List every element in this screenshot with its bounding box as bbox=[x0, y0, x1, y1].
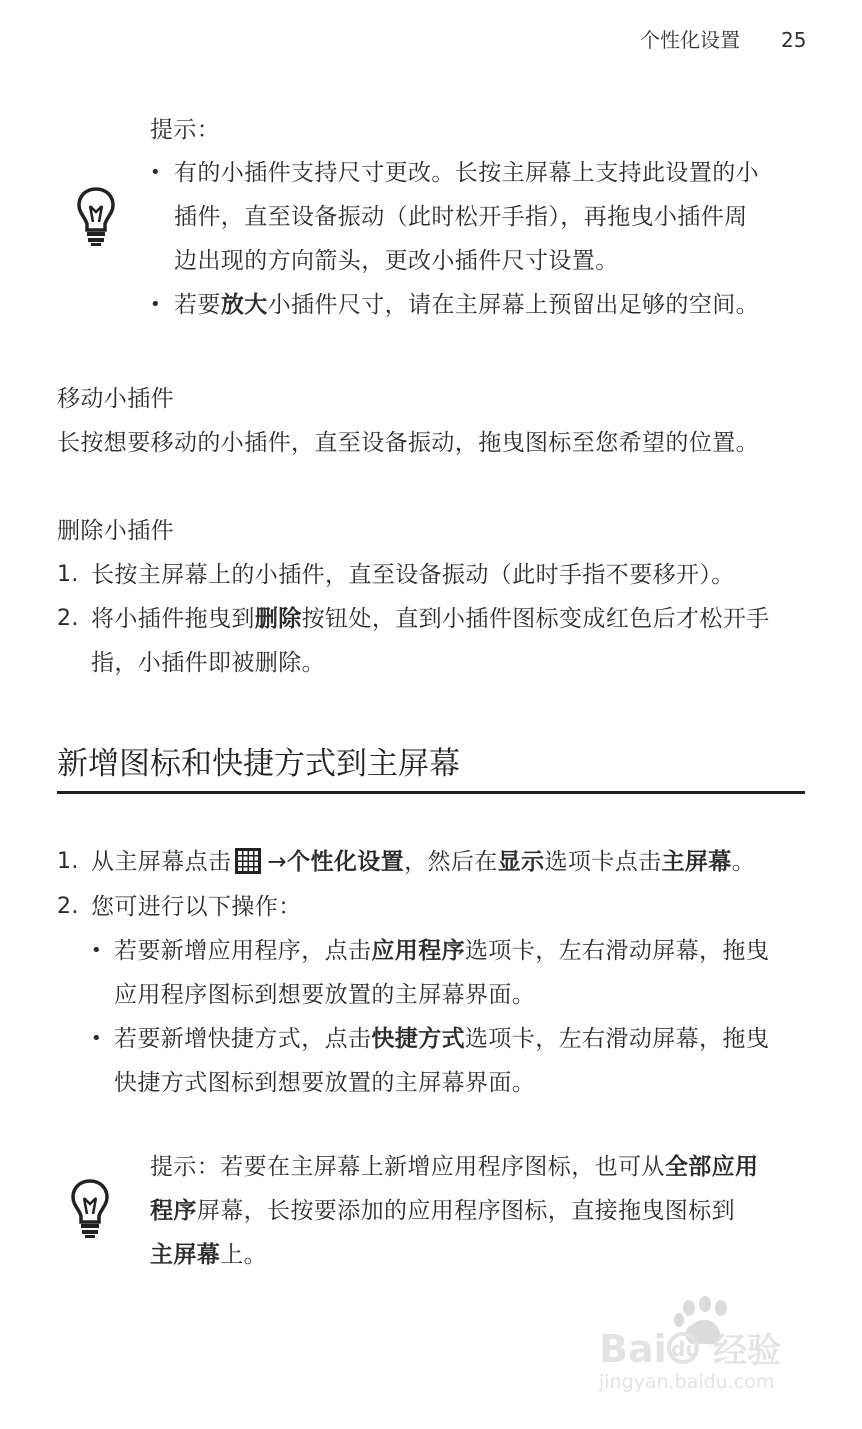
delete-widget-title: 删除小插件 bbox=[57, 518, 174, 544]
sub-bullet-1-line-2: 应用程序图标到想要放置的主屏幕界面。 bbox=[114, 982, 536, 1008]
step-number: 1. bbox=[57, 849, 79, 874]
tip-bullet-2-bold: 放大 bbox=[220, 292, 268, 318]
add-step-1-mid: ，然后在 bbox=[404, 849, 498, 875]
baidu-watermark bbox=[597, 1296, 807, 1396]
sub-bullet-1-pre: 若要新增应用程序，点击 bbox=[114, 938, 372, 964]
sub-bullet-2-line-2: 快捷方式图标到想要放置的主屏幕界面。 bbox=[114, 1070, 536, 1096]
add-step-1-pre: 从主屏幕点击 bbox=[91, 849, 232, 875]
section-heading: 新增图标和快捷方式到主屏幕 bbox=[57, 746, 460, 782]
step-number: 2. bbox=[57, 894, 79, 919]
app-grid-icon bbox=[235, 845, 261, 871]
add-step-1-bold-home: 主屏幕 bbox=[661, 849, 732, 875]
delete-step-2-text-a: 将小插件拖曳到 bbox=[91, 606, 255, 632]
svg-text:du: du bbox=[671, 1337, 700, 1361]
add-step-1 bbox=[91, 840, 755, 884]
lightbulb-icon bbox=[70, 1178, 110, 1240]
page-number: 25 bbox=[781, 28, 807, 52]
move-widget-title: 移动小插件 bbox=[57, 386, 174, 412]
step-number: 2. bbox=[57, 606, 79, 631]
arrow-glyph: → bbox=[267, 849, 288, 875]
tip-bullet-1-line-3: 边出现的方向箭头，更改小插件尺寸设置。 bbox=[174, 248, 619, 274]
tip2-line-1-text: 提示：若要在主屏幕上新增应用程序图标，也可从 bbox=[150, 1154, 665, 1180]
add-step-1-end: 。 bbox=[731, 849, 756, 875]
bullet-dot: • bbox=[150, 294, 162, 315]
delete-step-2-line-1 bbox=[91, 597, 770, 641]
sub-bullet-2-bold: 快捷方式 bbox=[371, 1026, 466, 1052]
add-step-1-bold-personalize: 个性化设置 bbox=[287, 849, 405, 875]
delete-step-2-bold: 删除 bbox=[254, 606, 302, 632]
tip2-line-1-bold: 全部应用 bbox=[664, 1154, 759, 1180]
tip2-line-2-text: 屏幕，长按要添加的应用程序图标，直接拖曳图标到 bbox=[196, 1198, 736, 1224]
tip-bullet-2-text-b: 小插件尺寸，请在主屏幕上预留出足够的空间。 bbox=[267, 292, 760, 318]
delete-step-2-line-2: 指，小插件即被删除。 bbox=[91, 650, 325, 676]
bullet-dot: • bbox=[91, 940, 103, 961]
sub-bullet-1-bold: 应用程序 bbox=[371, 938, 466, 964]
sub-bullet-2-pre: 若要新增快捷方式，点击 bbox=[114, 1026, 372, 1052]
bullet-dot: • bbox=[91, 1028, 103, 1049]
sub-bullet-1-line-1 bbox=[114, 929, 769, 973]
lightbulb-icon bbox=[76, 186, 116, 248]
heading-rule bbox=[57, 791, 805, 794]
tip2-line-3-bold: 主屏幕 bbox=[150, 1242, 221, 1268]
watermark-brand-2: 经验 bbox=[713, 1331, 781, 1371]
tip-bullet-2 bbox=[174, 283, 759, 327]
tip2-line-3 bbox=[150, 1233, 267, 1277]
tip2-line-1 bbox=[150, 1145, 758, 1189]
bullet-dot: • bbox=[150, 162, 162, 183]
sub-bullet-2-post: 选项卡，左右滑动屏幕，拖曳 bbox=[465, 1026, 770, 1052]
watermark-brand: Bai bbox=[599, 1327, 667, 1371]
delete-step-2-text-b: 按钮处，直到小插件图标变成红色后才松开手 bbox=[301, 606, 770, 632]
header-section-title: 个性化设置 bbox=[640, 28, 740, 52]
tip-bullet-1-line-2: 插件，直至设备振动（此时松开手指），再拖曳小插件周 bbox=[174, 204, 748, 230]
tip-bullet-1-line-1: 有的小插件支持尺寸更改。长按主屏幕上支持此设置的小 bbox=[174, 160, 759, 186]
add-step-2: 您可进行以下操作： bbox=[91, 894, 302, 920]
watermark-url: jingyan.baidu.com bbox=[599, 1371, 775, 1393]
step-number: 1. bbox=[57, 562, 79, 587]
delete-step-1: 长按主屏幕上的小插件，直至设备振动（此时手指不要移开）。 bbox=[91, 562, 735, 588]
add-step-1-mid2: 选项卡点击 bbox=[544, 849, 662, 875]
tip-bullet-2-text-a: 若要 bbox=[174, 292, 221, 318]
sub-bullet-2-line-1 bbox=[114, 1017, 769, 1061]
paw-du-icon bbox=[669, 1334, 700, 1362]
tip2-line-3-text: 上。 bbox=[220, 1242, 268, 1268]
tip-label: 提示： bbox=[150, 117, 221, 143]
add-step-1-bold-display: 显示 bbox=[497, 849, 545, 875]
sub-bullet-1-post: 选项卡，左右滑动屏幕，拖曳 bbox=[465, 938, 770, 964]
tip2-line-2 bbox=[150, 1189, 735, 1233]
tip2-line-2-bold: 程序 bbox=[150, 1198, 197, 1224]
move-widget-text: 长按想要移动的小插件，直至设备振动，拖曳图标至您希望的位置。 bbox=[57, 430, 759, 456]
